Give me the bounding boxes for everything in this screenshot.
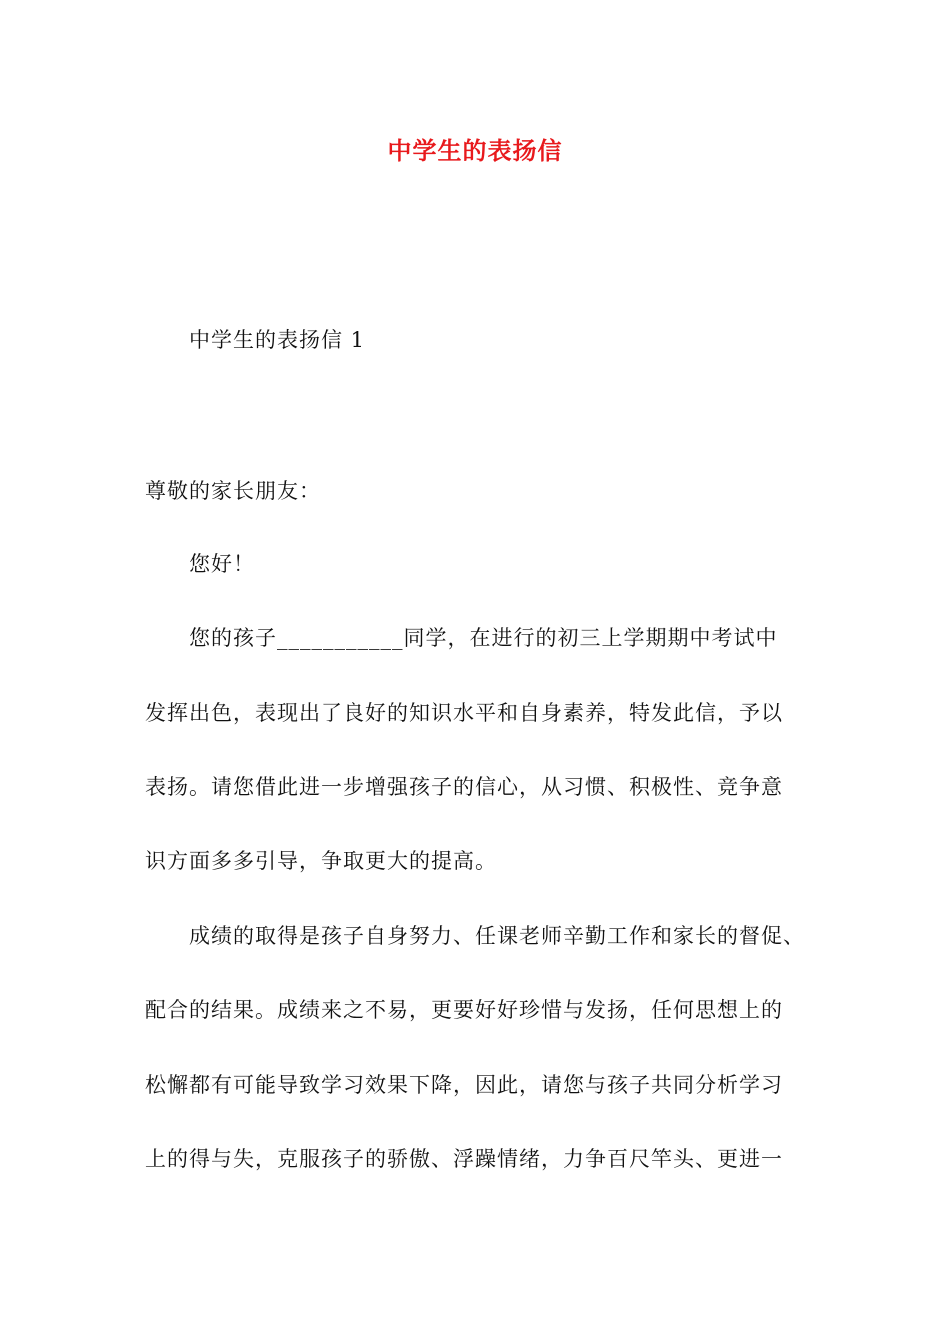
body-line: 上的得与失，克服孩子的骄傲、浮躁情绪，力争百尺竿头、更进一 [145,1147,783,1171]
salutation: 尊敬的家长朋友： [145,479,321,503]
body-line: 松懈都有可能导致学习效果下降，因此，请您与孩子共同分析学习 [145,1073,783,1097]
body-line: 配合的结果。成绩来之不易，更要好好珍惜与发扬，任何思想上的 [145,998,783,1022]
body-line: 表扬。请您借此进一步增强孩子的信心，从习惯、积极性、竞争意 [145,775,783,799]
document-title: 中学生的表扬信 [387,136,563,165]
greeting: 您好！ [189,552,255,576]
body-line: 发挥出色，表现出了良好的知识水平和自身素养，特发此信，予以 [145,701,783,725]
body-line: 您的孩子___________同学，在进行的初三上学期期中考试中 [189,626,778,650]
body-line: 识方面多多引导，争取更大的提高。 [145,849,497,873]
section-heading: 中学生的表扬信 1 [189,328,366,352]
body-line: 成绩的取得是孩子自身努力、任课老师辛勤工作和家长的督促、 [189,924,805,948]
